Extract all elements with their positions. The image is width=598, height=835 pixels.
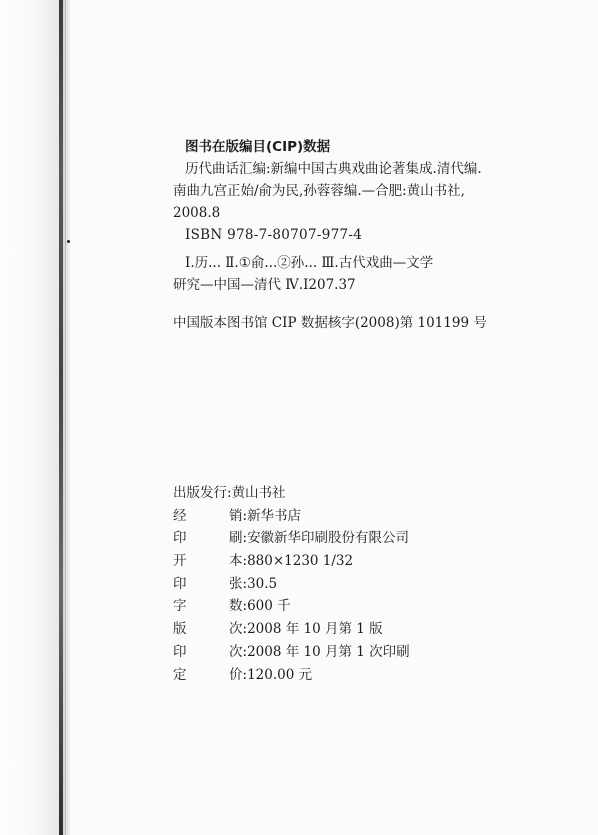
cip-isbn: ISBN 978-7-80707-977-4 (185, 227, 363, 243)
pub-label-char-2: 本 (229, 553, 243, 570)
pub-value: 黄山书社 (231, 485, 286, 501)
pub-row-format (173, 550, 410, 573)
pub-row-impression (173, 641, 410, 664)
pub-label-char-2: 数 (229, 598, 243, 615)
pub-separator: : (227, 485, 232, 501)
pub-separator: : (242, 643, 248, 660)
cip-block (173, 136, 573, 334)
pub-row-printer (173, 527, 410, 550)
pub-value: 新华书店 (247, 507, 302, 524)
publication-details (173, 482, 410, 686)
pub-separator: : (242, 507, 248, 524)
scan-speck (67, 240, 70, 243)
cip-record-number: 中国版本图书馆 CIP 数据核字(2008)第 101199 号 (173, 315, 487, 331)
pub-label-char-2: 次 (229, 643, 243, 660)
pub-value: 30.5 (247, 575, 278, 592)
pub-label-char-1: 印 (173, 643, 187, 660)
pub-separator: : (242, 621, 248, 638)
pub-value: 600 千 (247, 598, 291, 615)
pub-separator: : (242, 553, 248, 570)
cip-title-line-2: 南曲九宫正始/俞为民,孙蓉蓉编.—合肥:黄山书社, (173, 183, 465, 199)
pub-label-char-2: 销 (229, 507, 243, 524)
pub-value: 120.00 元 (247, 666, 313, 683)
cip-classification-line-1: Ⅰ.历... Ⅱ.①俞...②孙... Ⅲ.古代戏曲—文学 (185, 255, 434, 271)
pub-label-char-1: 版 (173, 621, 187, 638)
pub-label-char-1: 印 (173, 575, 187, 592)
pub-row-price (173, 664, 410, 687)
pub-separator: : (242, 598, 248, 615)
cip-title-line-1: 历代曲话汇编:新编中国古典戏曲论著集成.清代编. (185, 161, 482, 177)
pub-label-char-1: 字 (173, 598, 187, 615)
pub-label-char-2: 刷 (229, 530, 243, 547)
pub-label-char-1: 经 (173, 507, 187, 524)
pub-label-char-2: 价 (229, 666, 243, 683)
pub-value: 2008 年 10 月第 1 版 (247, 621, 383, 638)
pub-separator: : (242, 530, 248, 547)
pub-value: 880×1230 1/32 (247, 553, 354, 570)
pub-row-publisher (173, 482, 410, 505)
pub-row-sheets (173, 573, 410, 596)
cip-title-line-3: 2008.8 (173, 205, 221, 221)
pub-row-edition (173, 618, 410, 641)
pub-row-word-count (173, 595, 410, 618)
pub-label-char-2: 次 (229, 621, 243, 638)
pub-value: 安徽新华印刷股份有限公司 (247, 530, 410, 547)
pub-row-distributor (173, 505, 410, 528)
pub-label-char-1: 印 (173, 530, 187, 547)
pub-separator: : (242, 666, 248, 683)
cip-classification-line-2: 研究—中国—清代 Ⅳ.I207.37 (173, 277, 356, 293)
pub-label: 出版发行 (173, 485, 227, 501)
pub-label-char-1: 定 (173, 666, 187, 683)
cip-heading: 图书在版编目(CIP)数据 (185, 139, 331, 155)
pub-separator: : (242, 575, 248, 592)
pub-label-char-2: 张 (229, 575, 243, 592)
pub-label-char-1: 开 (173, 553, 187, 570)
spine-edge-inner (65, 0, 66, 835)
pub-value: 2008 年 10 月第 1 次印刷 (247, 643, 410, 660)
spine-edge (59, 0, 63, 835)
